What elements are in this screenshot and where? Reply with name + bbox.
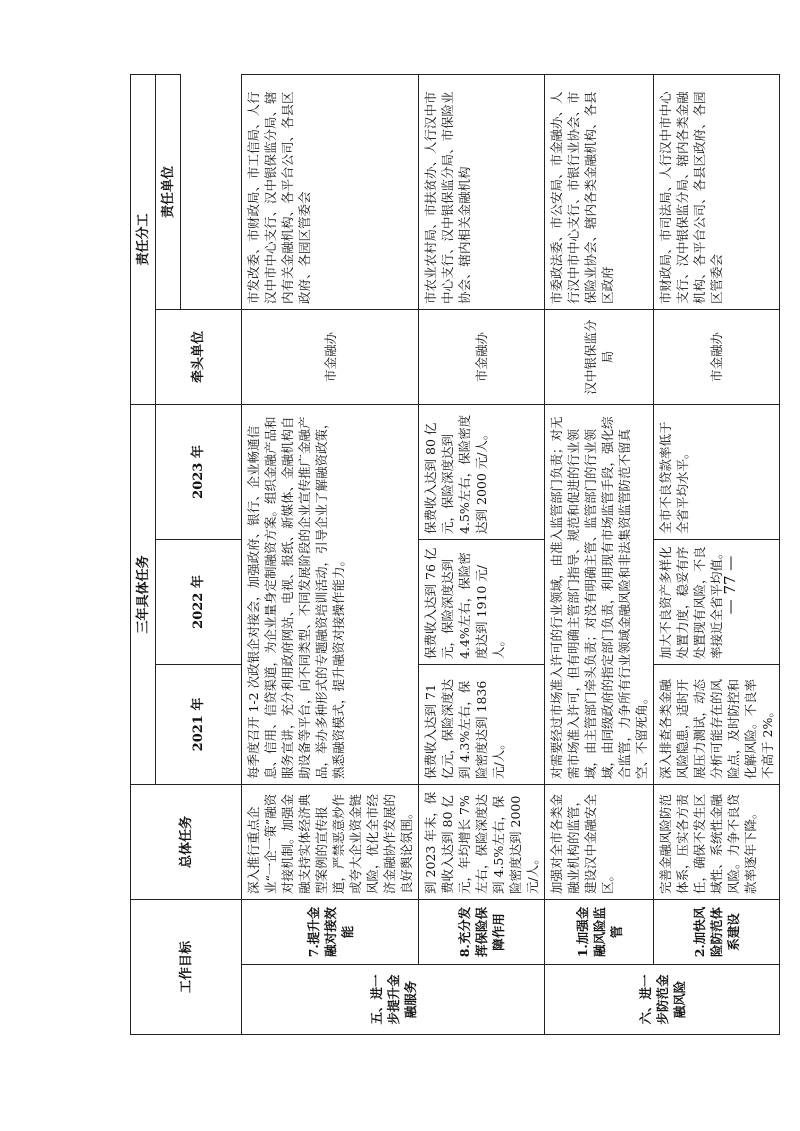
overall-task: 到 2023 年末，保费收入达到 80 亿元，年均增长 7%左右，保险深度达到 4.5%左右，保险密度达到 2000 元/人。 bbox=[419, 784, 545, 899]
header-division: 责任分工 bbox=[131, 74, 156, 404]
sub-task: 2.加快风险防范体系建设 bbox=[654, 899, 780, 964]
header-overall: 总体任务 bbox=[131, 784, 242, 899]
section-goal: 五、进一步提升金融服务 bbox=[242, 965, 545, 1035]
table-row bbox=[545, 74, 654, 1034]
rotated-page-content bbox=[130, 75, 780, 1035]
table-row bbox=[242, 74, 419, 1034]
header-2022: 2022 年 bbox=[156, 539, 242, 664]
task-2022: 保费收入达到 76 亿元，保险深度达到 4.4%左右，保险密度达到 1910 元/人。 bbox=[419, 539, 545, 664]
overall-task: 加强对全市各类金融业机构的监管，建设汉中金融安全区。 bbox=[545, 784, 654, 899]
task-2021: 保费收入达到 71 亿元，保险深度达到 4.3%左右，保险密度达到 1836 元/人。 bbox=[419, 664, 545, 784]
table-row bbox=[654, 74, 780, 1034]
task-2021: 深入排查各类金融风险隐患，适时开展压力测试，动态分析可能存在的风险点，及时防控和化解风险。不良率不高于 2%。 bbox=[654, 664, 780, 784]
header-resp: 责任单位 bbox=[156, 74, 181, 309]
lead-unit: 市金融办 bbox=[654, 309, 780, 404]
resp-unit: 市委政法委、市公安局、市金融办、人行汉中市中心支行、市银行业协会、市保险业协会、辖内各类金融机构、各县区政府 bbox=[545, 74, 654, 309]
lead-unit: 市金融办 bbox=[242, 309, 419, 404]
header-lead: 牵头单位 bbox=[156, 309, 242, 404]
task-2023: 全市不良贷款率低于全省平均水平。 bbox=[654, 404, 780, 539]
merged-three-year-task: 每季度召开 1-2 次政银企对接会，加强政府、银行、企业畅通信息、信用、信贷渠道，为企业量身定制融资方案。组织金融产品和服务宣讲，充分利用政府网站、电视、报纸、新媒体、金融机构自助设备等平台，向不同类型、不同发展阶段的企业宣传推广金融产品，举办多种形式的专题融资培训活动，引导企业了解融资政策，熟悉融资模式，提升融资对接操作能力。 bbox=[242, 404, 419, 784]
table-row bbox=[419, 74, 545, 1034]
header-goal: 工作目标 bbox=[131, 899, 242, 1034]
header-three-year: 三年具体任务 bbox=[131, 404, 156, 784]
header-2023: 2023 年 bbox=[156, 404, 242, 539]
sub-task: 8.充分发挥保险保障作用 bbox=[419, 899, 545, 964]
lead-unit: 汉中银保监分局 bbox=[545, 309, 654, 404]
overall-task: 深入推行重点企业“一企一策”融资对接机制。加强金融支持实体经济典型案例的宣传报道，严禁恶意炒作或夸大企业资金链风险，优化全市经济金融协作发展的良好舆论氛围。 bbox=[242, 784, 419, 899]
sub-task: 1.加强金融风险监管 bbox=[545, 899, 654, 964]
sub-task: 7.提升金融对接效能 bbox=[242, 899, 419, 964]
overall-task: 完善金融风险防范体系，压实各方责任，确保不发生区域性、系统性金融风险。力争不良贷款率逐年下降。 bbox=[654, 784, 780, 899]
task-2022: 加大不良资产多样化处置力度，稳妥有序处置现有风险，不良率接近全省平均值。 bbox=[654, 539, 780, 664]
resp-unit: 市发改委、市财政局、市工信局、人行汉中市中心支行、汉中银保监分局、辖内有关金融机构、各平台公司、各县区政府、各园区管委会 bbox=[242, 74, 419, 309]
page-number: — 77 — bbox=[721, 555, 739, 615]
resp-unit: 市财政局、市司法局、人行汉中市中心支行、汉中银保监分局、辖内各类金融机构、各平台公司、各县区政府、各园区管委会 bbox=[654, 74, 780, 309]
work-task-table bbox=[130, 74, 780, 1035]
resp-unit: 市农业农村局、市扶贫办、人行汉中市中心支行、汉中银保监分局、市保险业协会、辖内相关金融机构 bbox=[419, 74, 545, 309]
task-2023: 保费收入达到 80 亿元，保险深度达到 4.5%左右，保险密度达到 2000 元/人。 bbox=[419, 404, 545, 539]
section-goal: 六、进一步防范金融风险 bbox=[545, 965, 780, 1035]
lead-unit: 市金融办 bbox=[419, 309, 545, 404]
merged-three-year-task: 对需要经过市场准入许可的行业领域，由准入监管部门负责；对无需市场准入许可，但有明确主管部门指导、规范和促进的行业领域，由主管部门牵头负责；对没有明确主管、监管部门的行业领域，由同级政府的指定部门负责，利用现有市场监管手段，强化综合监管，力争所有行业领域金融风险和非法集资监管防范不留真空、不留死角。 bbox=[545, 404, 654, 784]
header-2021: 2021 年 bbox=[156, 664, 242, 784]
